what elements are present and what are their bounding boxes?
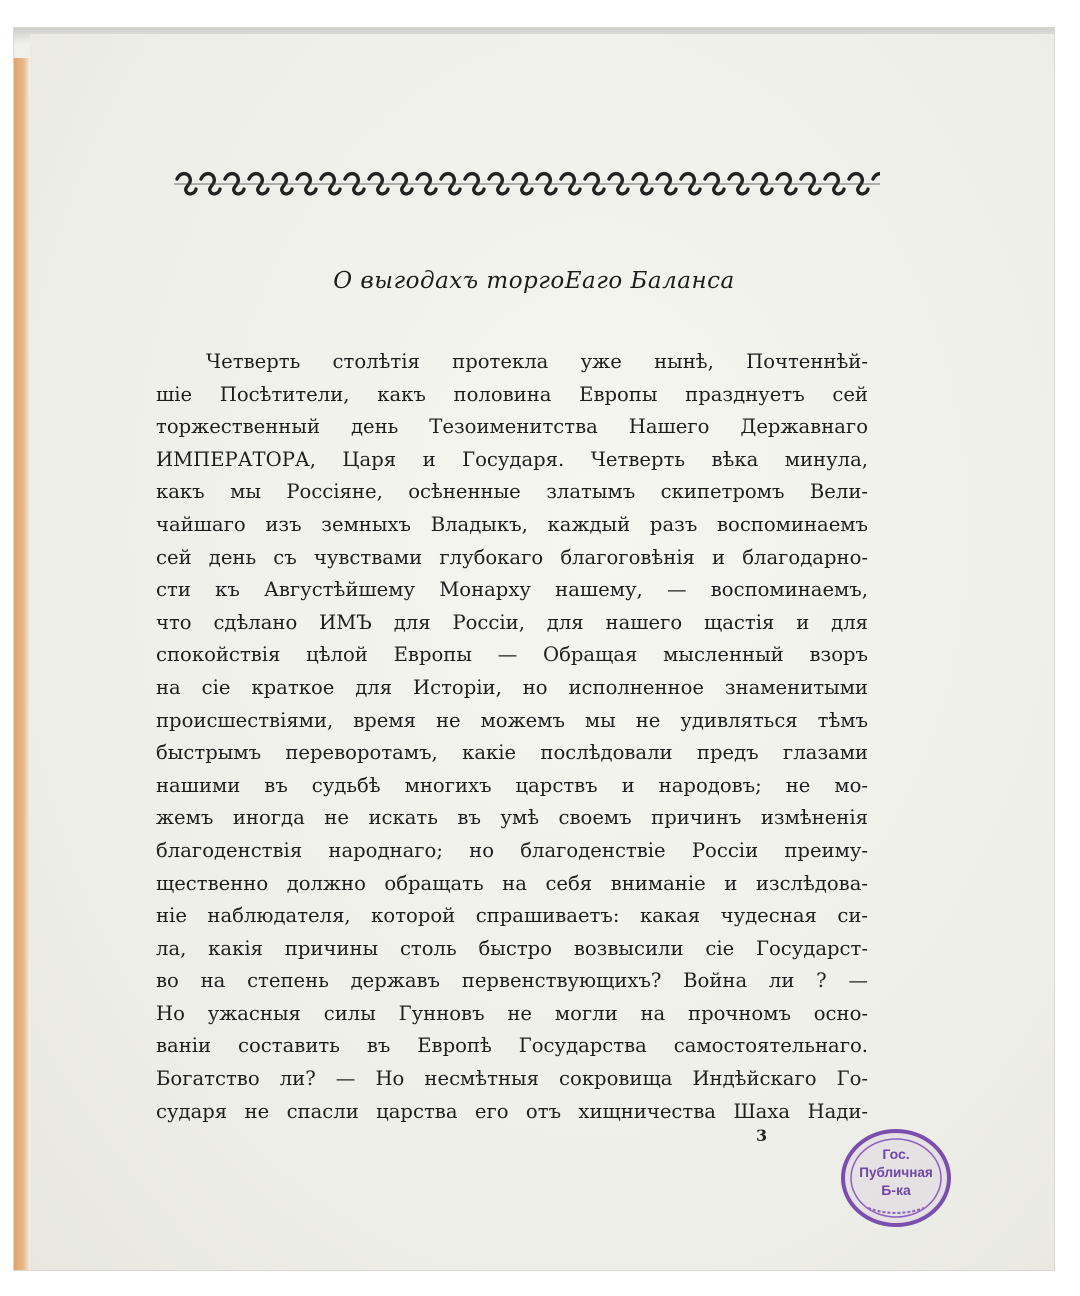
page-spine-edge: [14, 58, 30, 1270]
text-line: Четверть столѣтія протекла уже нынѣ, Почтеннѣй-: [206, 350, 868, 373]
text-line: на сіе краткое для Исторіи, но исполненное знаменитыми: [156, 675, 868, 699]
text-line: нашими въ судьбѣ многихъ царствъ и народовъ; не мо-: [156, 773, 868, 797]
text-line: спокойствія цѣлой Европы — Обращая мысленный взоръ: [156, 643, 868, 667]
text-line: ИМПЕРАТОРА, Царя и Государя. Четверть вѣка минула,: [156, 447, 868, 471]
ornamental-border: [174, 169, 880, 199]
stamp-line-3: Б-ка: [881, 1182, 911, 1198]
text-line: щественно должно обращать на себя вниманіе и изслѣдова-: [156, 871, 868, 895]
text-line: торжественный день Тезоименитства Нашего Державнаго: [156, 415, 868, 439]
text-line: во на степень державъ первенствующихъ? Война ли ? —: [156, 969, 868, 993]
text-line: происшествіями, время не можемъ мы не удивляться тѣмъ: [156, 708, 868, 732]
scanned-page: [14, 28, 1054, 1270]
text-line: шіе Посѣтители, какъ половина Европы празднуетъ сей: [156, 382, 868, 406]
text-line: Но ужасныя силы Гунновъ не могли на прочномъ осно-: [156, 1001, 868, 1025]
text-line: Богатство ли? — Но несмѣтныя сокровища Индѣйскаго Го-: [156, 1067, 868, 1091]
text-line: сей день съ чувствами глубокаго благоговѣнія и благодарно-: [156, 545, 868, 569]
stamp-line-1: Гос.: [882, 1146, 910, 1162]
stamp-line-2: Публичная: [859, 1165, 933, 1180]
page-title: О выгодахъ торгоЕаго Баланса: [333, 268, 735, 294]
text-line: жемъ иногда не искать въ умѣ своемъ причинъ измѣненія: [156, 806, 868, 830]
text-line: ніе наблюдателя, которой спрашиваетъ: какая чудесная си-: [156, 904, 868, 928]
text-line: ла, какія причины столь быстро возвысили сіе Государст-: [156, 936, 868, 960]
text-line: какъ мы Россіяне, осѣненные златымъ скипетромъ Вели-: [156, 480, 868, 504]
page-number: 3: [756, 1126, 768, 1145]
text-line: сударя не спасли царства его отъ хищничества Шаха Нади-: [156, 1099, 868, 1123]
text-line: ваніи составить въ Европѣ Государства самостоятельнаго.: [156, 1034, 868, 1058]
library-stamp: [838, 1126, 954, 1230]
text-line: чайшаго изъ земныхъ Владыкъ, каждый разъ воспоминаемъ: [156, 512, 868, 536]
paragraph: [156, 346, 868, 1128]
text-line: что сдѣлано ИМЪ для Россіи, для нашего щастія и для: [156, 610, 868, 634]
text-line: сти къ Августѣйшему Монарху нашему, — воспоминаемъ,: [156, 578, 868, 602]
text-line: быстрымъ переворотамъ, какіе послѣдовали предъ глазами: [156, 741, 868, 765]
text-line: благоденствія народнаго; но благоденствіе Россіи преиму-: [156, 838, 868, 862]
